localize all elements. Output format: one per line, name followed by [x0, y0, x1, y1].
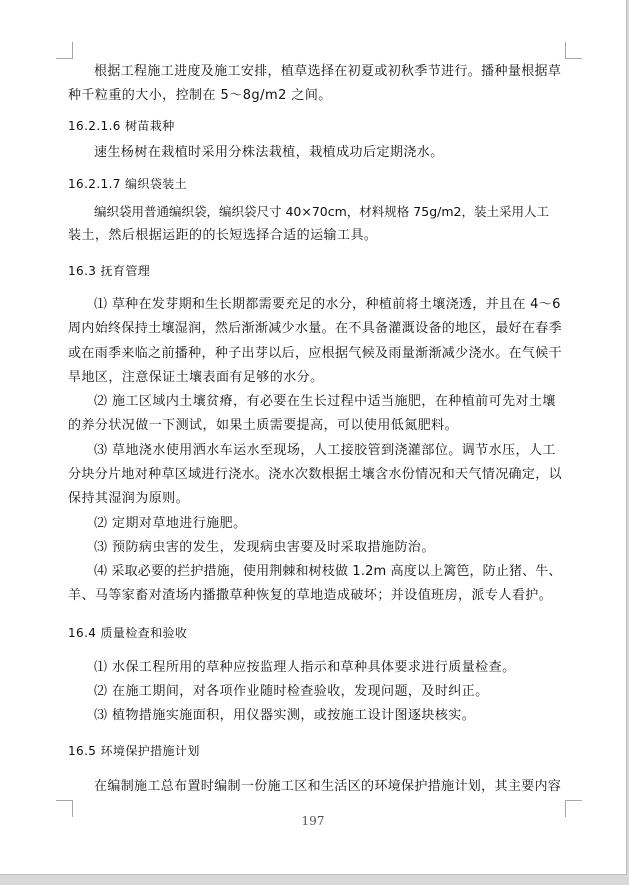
text-line: ⑵ 定期对草地进行施肥。 — [94, 516, 247, 531]
text-line: 装土，然后根据运距的的长短选择合适的运输工具。 — [68, 228, 378, 243]
text-line: ⑵ 在施工期间，对各项作业随时检查验收，发现问题，及时纠正。 — [94, 684, 489, 699]
section-heading: 16.2.1.6 树苗栽种 — [68, 119, 175, 133]
text-line: 羊、马等家畜对渣场内播撒草种恢复的草地造成破坏；并设值班房，派专人看护。 — [68, 588, 553, 603]
text-line: 或在雨季来临之前播种，种子出芽以后，应根据气候及雨量渐渐减少浇水。在气候干 — [68, 346, 562, 361]
text-line: 编织袋用普通编织袋，编织袋尺寸 40×70cm，材料规格 75g/m2，装土采用人工 — [94, 204, 549, 219]
text-line: ⑶ 草地浇水使用洒水车运水至现场，人工接胶管到浇灌部位。调节水压，人工 — [94, 443, 556, 458]
crop-mark-top-right — [565, 42, 582, 59]
page-number: 197 — [301, 814, 325, 828]
text-line: ⑴ 草种在发芽期和生长期都需要充足的水分，种植前将土壤浇透，并且在 4～6 — [94, 297, 561, 312]
text-line: 在编制施工总布置时编制一份施工区和生活区的环境保护措施计划，其主要内容 — [94, 779, 562, 794]
text-line: 速生杨树在栽植时采用分株法栽植，栽植成功后定期浇水。 — [94, 145, 444, 160]
text-line: ⑴ 水保工程所用的草种应按监理人指示和草种具体要求进行质量检查。 — [94, 660, 516, 675]
text-line: 的养分状况做一下测试，如果土质需要提高，可以使用低氮肥料。 — [68, 418, 459, 433]
text-line: ⑶ 植物措施实施面积，用仪器实测，或按施工设计图逐块核实。 — [94, 708, 476, 723]
text-line: 周内始终保持土壤湿润，然后渐渐减少水量。在不具备灌溉设备的地区，最好在春季 — [68, 321, 562, 336]
text-line: 根据工程施工进度及施工安排，植草选择在初夏或初秋季节进行。播种量根据草 — [94, 64, 562, 79]
crop-mark-top-left — [56, 42, 73, 59]
section-heading: 16.3 抚育管理 — [68, 264, 151, 278]
section-heading: 16.2.1.7 编织袋装土 — [68, 177, 188, 191]
text-line: 分块分片地对种草区域进行浇水。浇水次数根据土壤含水份情况和天气情况确定，以 — [68, 467, 562, 482]
section-heading: 16.5 环境保护措施计划 — [68, 744, 200, 758]
text-line: ⑶ 预防病虫害的发生，发现病虫害要及时采取措施防治。 — [94, 540, 435, 555]
text-line: 保持其湿润为原则。 — [68, 491, 190, 506]
text-line: ⑷ 采取必要的拦护措施，使用荆棘和树枝做 1.2m 高度以上篱笆，防止猪、牛、 — [94, 564, 562, 579]
text-line: 种千粒重的大小，控制在 5～8g/m2 之间。 — [68, 88, 332, 103]
text-line: ⑵ 施工区域内土壤贫瘠，有必要在生长过程中适当施肥，在种植前可先对土壤 — [94, 394, 556, 409]
section-heading: 16.4 质量检查和验收 — [68, 626, 188, 640]
text-line: 旱地区，注意保证土壤表面有足够的水分。 — [68, 370, 324, 385]
